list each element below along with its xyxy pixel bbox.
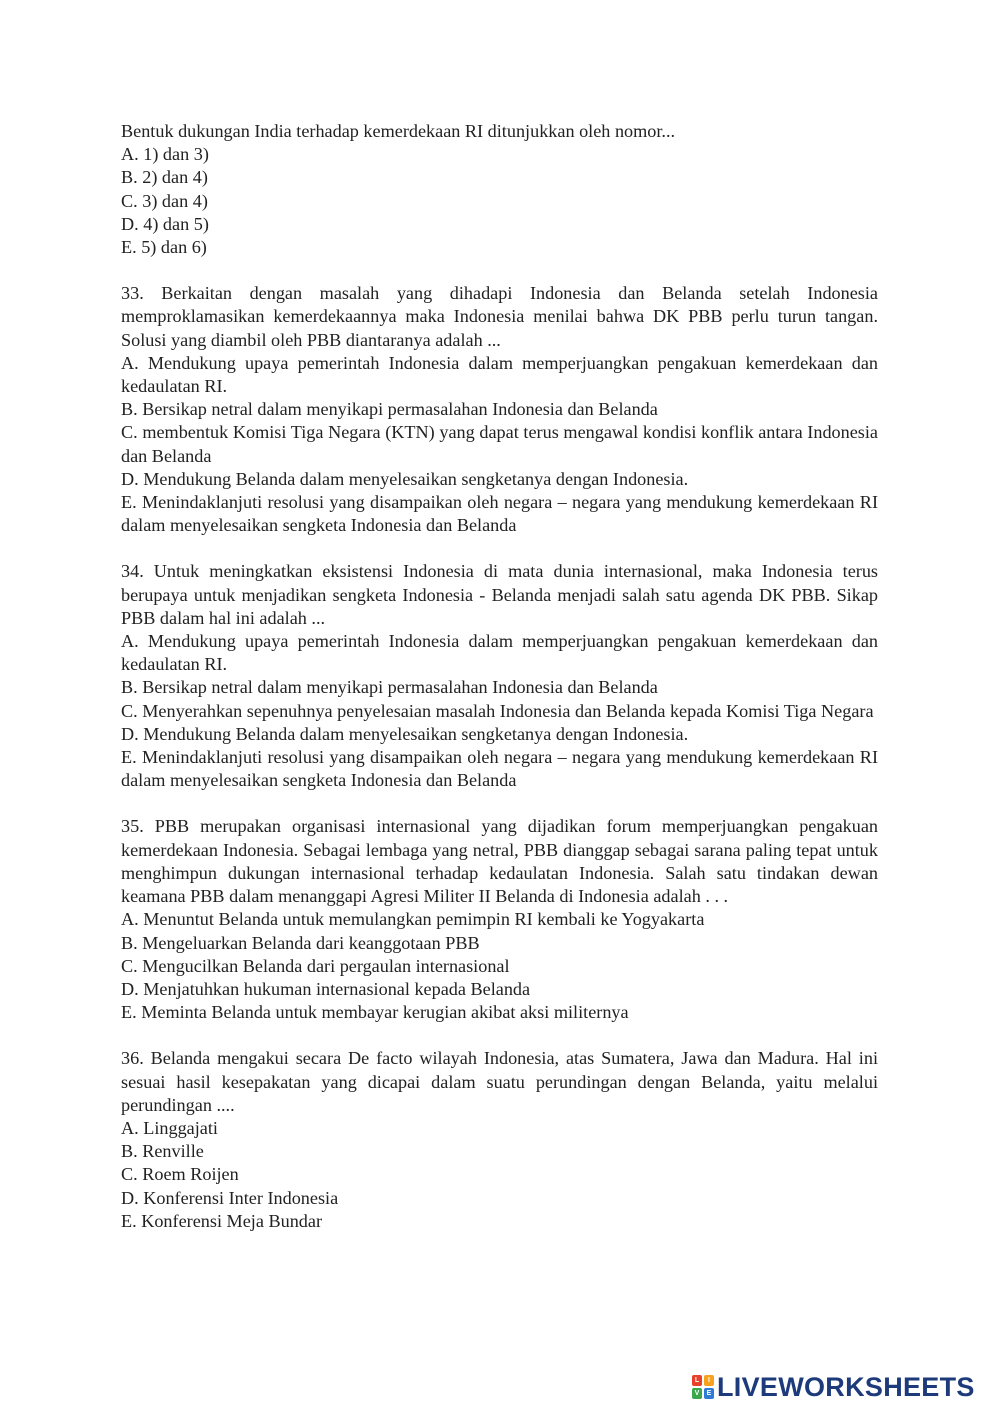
logo-tile-i: I — [704, 1375, 714, 1386]
question-35-option-b: B. Mengeluarkan Belanda dari keanggotaan PBB — [121, 932, 480, 953]
question-36-option-a: A. Linggajati — [121, 1117, 218, 1138]
logo-tile-e: E — [704, 1388, 714, 1399]
question-34-option-b: B. Bersikap netral dalam menyikapi permasalahan Indonesia dan Belanda — [121, 677, 658, 698]
question-36-stem: 36. Belanda mengakui secara De facto wilayah Indonesia, atas Sumatera, Jawa dan Madura. Hal ini sesuai hasil kesepakatan yang dicapai dalam suatu perundingan dengan Belanda, yaitu melalui perundingan .... — [121, 1048, 878, 1115]
liveworksheets-logo — [692, 1373, 975, 1401]
question-34-option-e: E. Menindaklanjuti resolusi yang disampaikan oleh negara – negara yang mendukung kemerdekaan RI dalam menyelesaikan sengketa Indonesia dan Belanda — [121, 747, 878, 791]
logo-tile-v: V — [692, 1388, 702, 1399]
question-34-option-c: C. Menyerahkan sepenuhnya penyelesaian masalah Indonesia dan Belanda kepada Komisi Tiga Negara — [121, 700, 874, 721]
question-34-option-a: A. Mendukung upaya pemerintah Indonesia dalam memperjuangkan pengakuan kemerdekaan dan kedaulatan RI. — [121, 631, 878, 675]
question-36-option-e: E. Konferensi Meja Bundar — [121, 1210, 323, 1231]
question-36 — [121, 1047, 878, 1233]
question-35-option-d: D. Menjatuhkan hukuman internasional kepada Belanda — [121, 978, 531, 999]
question-33-option-c: C. membentuk Komisi Tiga Negara (KTN) yang dapat terus mengawal kondisi konflik antara Indonesia dan Belanda — [121, 422, 878, 466]
liveworksheets-logo-text: LIVEWORKSHEETS — [717, 1371, 975, 1402]
question-32-option-c: C. 3) dan 4) — [121, 190, 208, 211]
question-33-option-e: E. Menindaklanjuti resolusi yang disampaikan oleh negara – negara yang mendukung kemerdekaan RI dalam menyelesaikan sengketa Indonesia dan Belanda — [121, 492, 878, 536]
question-34-option-d: D. Mendukung Belanda dalam menyelesaikan sengketanya dengan Indonesia. — [121, 723, 689, 744]
question-32-stem: Bentuk dukungan India terhadap kemerdekaan RI ditunjukkan oleh nomor... — [121, 121, 676, 141]
question-33-stem: 33. Berkaitan dengan masalah yang dihadapi Indonesia dan Belanda setelah Indonesia memproklamasikan kemerdekaannya maka Indonesia menilai bahwa DK PBB perlu turun tangan. Solusi yang diambil oleh PBB diantaranya adalah ... — [121, 283, 878, 350]
question-32-option-a: A. 1) dan 3) — [121, 144, 209, 165]
question-36-option-b: B. Renville — [121, 1141, 204, 1162]
question-32-option-d: D. 4) dan 5) — [121, 213, 209, 234]
logo-tile-l: L — [692, 1375, 702, 1386]
question-36-option-c: C. Roem Roijen — [121, 1164, 239, 1185]
worksheet-page — [121, 120, 878, 1233]
question-33 — [121, 282, 878, 537]
question-35-option-c: C. Mengucilkan Belanda dari pergaulan internasional — [121, 955, 510, 976]
question-35 — [121, 815, 878, 1024]
question-35-option-a: A. Menuntut Belanda untuk memulangkan pemimpin RI kembali ke Yogyakarta — [121, 909, 705, 930]
question-36-option-d: D. Konferensi Inter Indonesia — [121, 1187, 339, 1208]
question-32-option-e: E. 5) dan 6) — [121, 237, 207, 258]
question-33-option-d: D. Mendukung Belanda dalam menyelesaikan sengketanya dengan Indonesia. — [121, 468, 689, 489]
question-33-option-b: B. Bersikap netral dalam menyikapi permasalahan Indonesia dan Belanda — [121, 399, 658, 420]
question-34 — [121, 560, 878, 792]
question-32 — [121, 120, 878, 259]
liveworksheets-icon — [692, 1375, 714, 1399]
question-33-option-a: A. Mendukung upaya pemerintah Indonesia dalam memperjuangkan pengakuan kemerdekaan dan kedaulatan RI. — [121, 352, 878, 397]
question-35-option-e: E. Meminta Belanda untuk membayar kerugian akibat aksi militernya — [121, 1002, 629, 1023]
question-32-option-b: B. 2) dan 4) — [121, 167, 208, 188]
question-34-stem: 34. Untuk meningkatkan eksistensi Indonesia di mata dunia internasional, maka Indonesia terus berupaya untuk menjadikan sengketa Indonesia - Belanda menjadi salah satu agenda DK PBB. Sikap PBB dalam hal ini adalah ... — [121, 561, 878, 628]
question-35-stem: 35. PBB merupakan organisasi internasional yang dijadikan forum memperjuangkan pengakuan kemerdekaan Indonesia. Sebagai lembaga yang netral, PBB dianggap sebagai sarana paling tepat untuk menghimpun dukungan internasional terhadap kedaulatan Indonesia. Salah satu tindakan dewan keamana PBB dalam menanggapi Agresi Militer II Belanda di Indonesia adalah . . . — [121, 816, 878, 907]
